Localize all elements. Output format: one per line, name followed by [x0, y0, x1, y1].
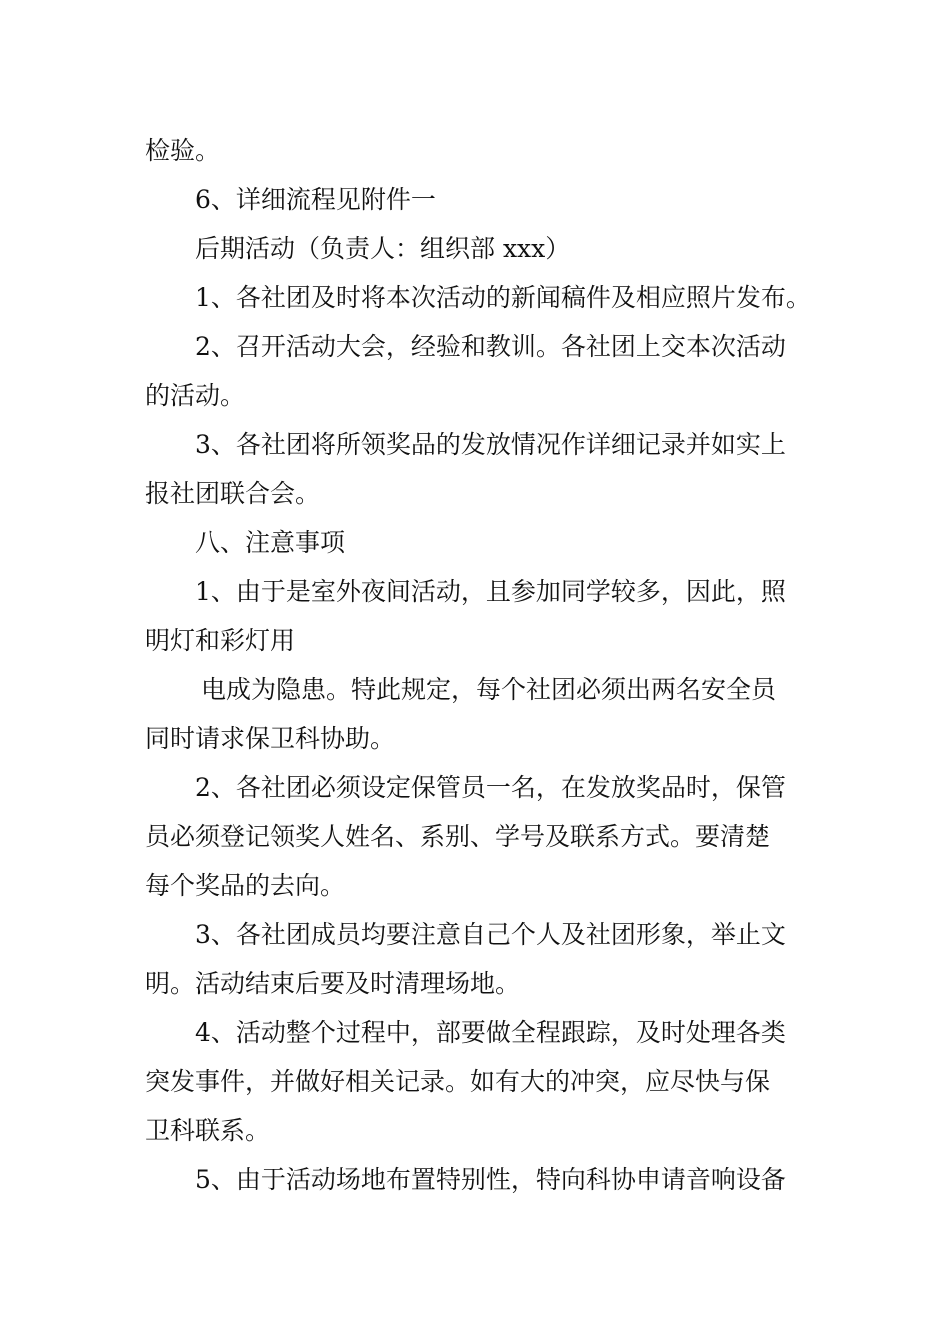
paragraph-line: 的活动。: [145, 381, 246, 410]
document-body: [145, 126, 810, 1204]
paragraph-line: 员必须登记领奖人姓名、系别、学号及联系方式。要清楚: [145, 822, 771, 851]
paragraph-line: 检验。: [145, 136, 221, 165]
paragraph-line: 2、各社团必须设定保管员一名，在发放奖品时，保管: [195, 773, 786, 802]
paragraph-line: 明灯和彩灯用: [145, 626, 296, 655]
paragraph-line: 3、各社团将所领奖品的发放情况作详细记录并如实上: [195, 430, 786, 459]
paragraph-line: 3、各社团成员均要注意自己个人及社团形象，举止文: [195, 920, 786, 949]
paragraph-line: 4、活动整个过程中，部要做全程跟踪，及时处理各类: [195, 1018, 786, 1047]
paragraph-line: 1、各社团及时将本次活动的新闻稿件及相应照片发布。: [195, 283, 811, 312]
paragraph-line: 每个奖品的去向。: [145, 871, 346, 900]
paragraph-line: 卫科联系。: [145, 1116, 271, 1145]
paragraph-line: 1、由于是室外夜间活动，且参加同学较多，因此，照: [195, 577, 786, 606]
paragraph-line: 后期活动（负责人：组织部 xxx）: [195, 234, 571, 263]
paragraph-line: 报社团联合会。: [145, 479, 321, 508]
paragraph-line: 5、由于活动场地布置特别性，特向科协申请音响设备: [195, 1165, 786, 1194]
paragraph-line: 同时请求保卫科协助。: [145, 724, 396, 753]
paragraph-line: 突发事件，并做好相关记录。如有大的冲突，应尽快与保: [145, 1067, 771, 1096]
paragraph-line: 电成为隐患。特此规定，每个社团必须出两名安全员: [201, 675, 777, 704]
paragraph-line: 2、召开活动大会，经验和教训。各社团上交本次活动: [195, 332, 786, 361]
paragraph-line: 6、详细流程见附件一: [195, 185, 436, 214]
section-heading: 八、注意事项: [195, 528, 346, 557]
paragraph-line: 明。活动结束后要及时清理场地。: [145, 969, 521, 998]
